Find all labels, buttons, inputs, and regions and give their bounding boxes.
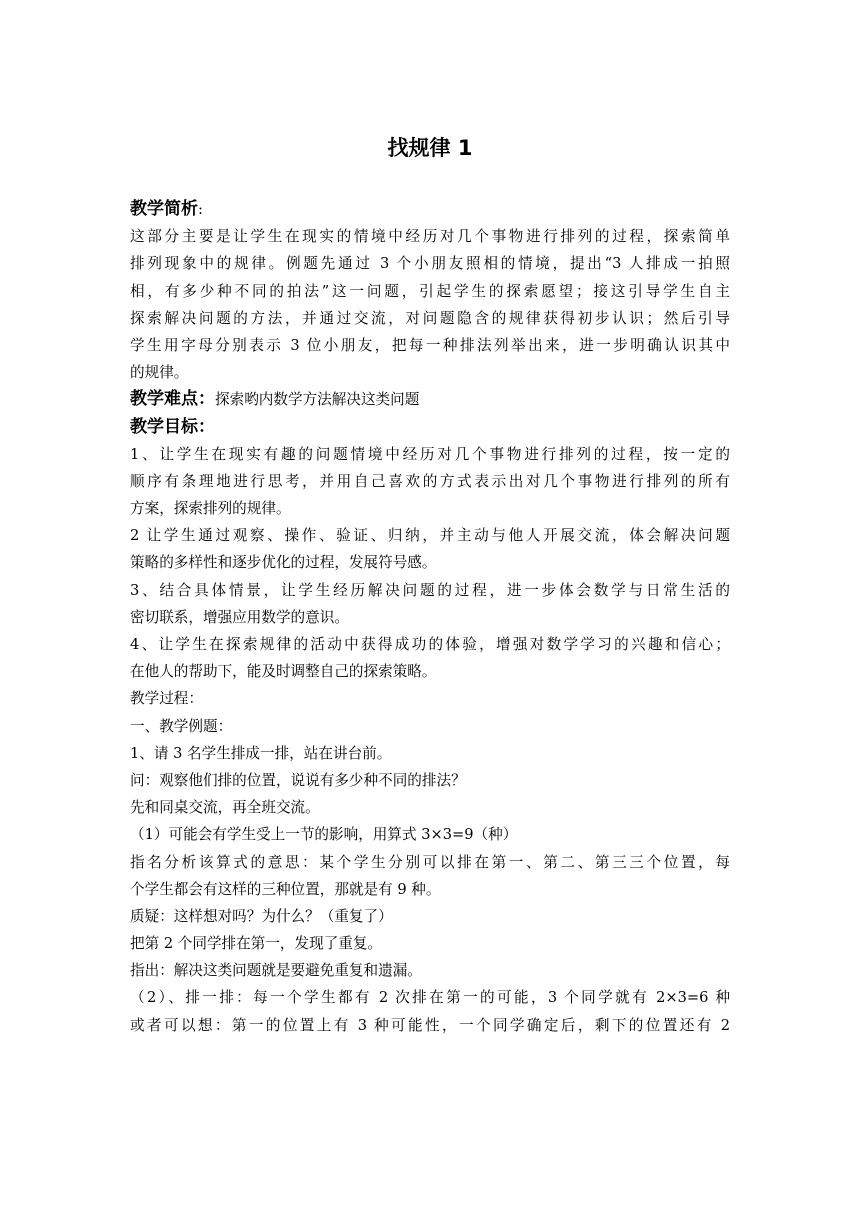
process-line: 个学生都会有这样的三种位置，那就是有 9 种。 — [130, 880, 441, 898]
analysis-line: 的规律。 — [130, 364, 189, 382]
objective-line: 在他人的帮助下，能及时调整自己的探索策略。 — [130, 663, 437, 681]
difficulty-heading: 教学难点： — [130, 389, 215, 410]
process-line: 质疑：这样想对吗？为什么？（重复了） — [130, 907, 393, 925]
process-line: 指出：解决这类问题就是要避免重复和遗漏。 — [130, 962, 422, 980]
objectives-heading: 教学目标： — [130, 416, 215, 437]
document-title: 找规律 1 — [387, 136, 473, 160]
objective-line: 2 让学生通过观察、操作、验证、归纳，并主动与他人开展交流，体会解决问题 — [130, 527, 730, 545]
analysis-heading: 教学简析 — [130, 199, 198, 219]
analysis-line: 相，有多少种不同的拍法”这一问题，引起学生的探索愿望；接这引导学生自主 — [130, 282, 730, 300]
analysis-line: 这部分主要是让学生在现实的情境中经历对几个事物进行排列的过程，探索简单 — [130, 228, 730, 246]
process-line: （1）可能会有学生受上一节的影响，用算式 3×3=9（种） — [130, 826, 518, 844]
process-line: 先和同桌交流，再全班交流。 — [130, 799, 320, 817]
objectives-heading-line — [130, 414, 730, 441]
objective-line: 策略的多样性和逐步优化的过程，发展符号感。 — [130, 554, 437, 572]
analysis-line: 学生用字母分别表示 3 位小朋友，把每一种排法列举出来，进一步明确认识其中 — [130, 336, 730, 354]
objective-line: 方案，探索排列的规律。 — [130, 500, 291, 518]
process-line: 问：观察他们排的位置，说说有多少种不同的排法？ — [130, 771, 466, 789]
objective-line: 4、让学生在探索规律的活动中获得成功的体验，增强对数学学习的兴趣和信心； — [130, 636, 730, 653]
analysis-heading-line — [130, 196, 730, 223]
process-line: 1、请 3 名学生排成一排，站在讲台前。 — [130, 744, 392, 762]
process-line: 把第 2 个同学排在第一，发现了重复。 — [130, 935, 383, 953]
process-line: 指名分析该算式的意思：某个学生分别可以排在第一、第二、第三三个位置，每 — [130, 853, 730, 871]
difficulty-line — [130, 386, 730, 413]
analysis-heading-colon: : — [198, 201, 203, 218]
analysis-line: 探索解决问题的方法，并通过交流，对问题隐含的规律获得初步认识；然后引导 — [130, 309, 730, 327]
objective-line: 3、结合具体情景，让学生经历解决问题的过程，进一步体会数学与日常生活的 — [130, 581, 730, 599]
process-line: 教学过程： — [130, 690, 203, 708]
document-page — [130, 126, 730, 1039]
analysis-line: 排列现象中的规律。例题先通过 3 个小朋友照相的情境，提出“3 人排成一拍照 — [130, 255, 730, 273]
process-line: （2）、排一排：每一个学生都有 2 次排在第一的可能，3 个同学就有 2×3=6 种 — [130, 989, 730, 1007]
process-line: 一、教学例题： — [130, 717, 233, 735]
process-line: 或者可以想：第一的位置上有 3 种可能性，一个同学确定后，剩下的位置还有 2 — [130, 1016, 730, 1034]
objective-line: 顺序有条理地进行思考，并用自己喜欢的方式表示出对几个事物进行排列的所有 — [130, 472, 730, 490]
objective-line: 密切联系，增强应用数学的意识。 — [130, 608, 349, 626]
objective-line: 1、让学生在现实有趣的问题情境中经历对几个事物进行排列的过程，按一定的 — [130, 445, 730, 463]
difficulty-text: 探索哟内数学方法解决这类问题 — [215, 391, 420, 409]
